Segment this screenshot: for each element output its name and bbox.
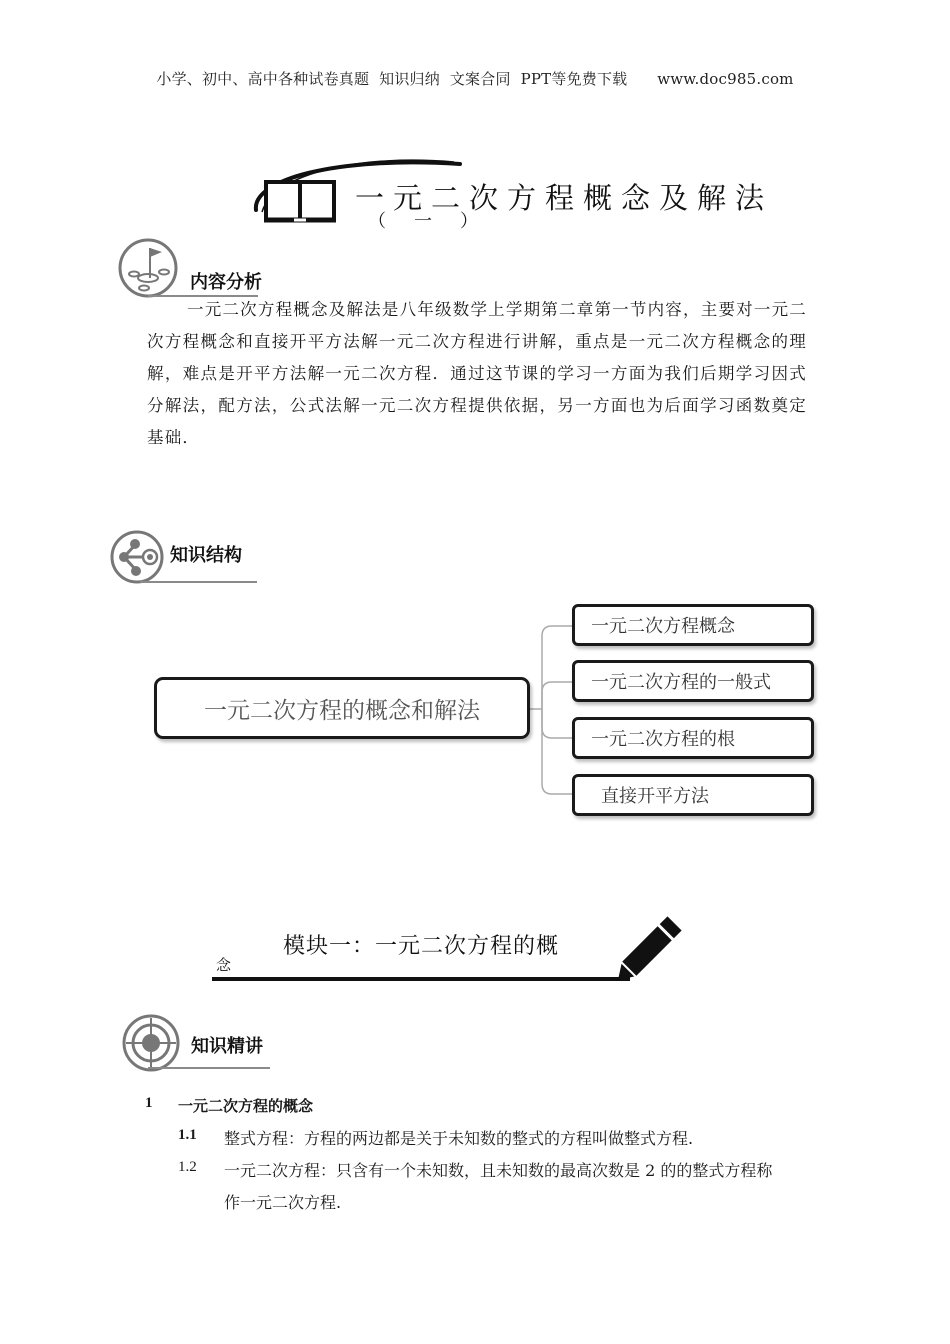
- item-text: 整式方程：方程的两边都是关于未知数的整式的方程叫做整式方程.: [224, 1129, 694, 1148]
- mindmap-leaf: 一元二次方程概念: [572, 604, 814, 646]
- section-heading-content: 内容分析: [190, 272, 262, 293]
- module-title: 模块一：一元二次方程的概: [283, 934, 560, 959]
- item-text: 一元二次方程：只含有一个未知数，且未知数的最高次数是 2 的的整式方程称: [224, 1161, 773, 1180]
- pencil-icon: [210, 920, 680, 986]
- page-header: [0, 68, 950, 89]
- item-number: 1: [145, 1095, 153, 1111]
- page-subtitle: （一）: [368, 211, 506, 232]
- target-icon: [122, 1014, 182, 1074]
- mindmap-leaf: 直接开平方法: [572, 774, 814, 816]
- section-underline: [140, 581, 257, 583]
- header-url: www.doc985.com: [657, 70, 794, 88]
- mindmap-leaf: 一元二次方程的根: [572, 717, 814, 759]
- network-icon: [110, 530, 166, 586]
- item-number: 1.1: [178, 1127, 197, 1143]
- content-paragraph: [147, 294, 807, 454]
- item-text: 作一元二次方程.: [224, 1193, 342, 1212]
- section-heading-structure: 知识结构: [170, 545, 242, 566]
- header-text: 小学、初中、高中各种试卷真题 知识归纳 文案合同 PPT等免费下载: [156, 70, 628, 88]
- module-title-wrap: 念: [216, 956, 232, 974]
- mindmap-connectors: [528, 600, 578, 820]
- section-heading-explain: 知识精讲: [191, 1036, 263, 1057]
- page-title: 一元二次方程概念及解法: [355, 181, 774, 215]
- flag-target-icon: [118, 238, 182, 300]
- mindmap-leaf: 一元二次方程的一般式: [572, 660, 814, 702]
- item-number: 1.2: [178, 1159, 197, 1175]
- mindmap-root: 一元二次方程的概念和解法: [154, 677, 530, 739]
- item-heading: 一元二次方程的概念: [178, 1097, 314, 1115]
- paragraph-text: 一元二次方程概念及解法是八年级数学上学期第二章第一节内容，主要对一元二次方程概念和直接开平方法解一元二次方程进行讲解，重点是一元二次方程概念的理解，难点是开平方法解一元二次方程．通过这节课的学习一方面为我们后期学习因式分解法，配方法，公式法解一元二次方程提供依据，另一方面也为后面学习函数奠定基础．: [147, 300, 807, 447]
- section-underline: [148, 1067, 270, 1069]
